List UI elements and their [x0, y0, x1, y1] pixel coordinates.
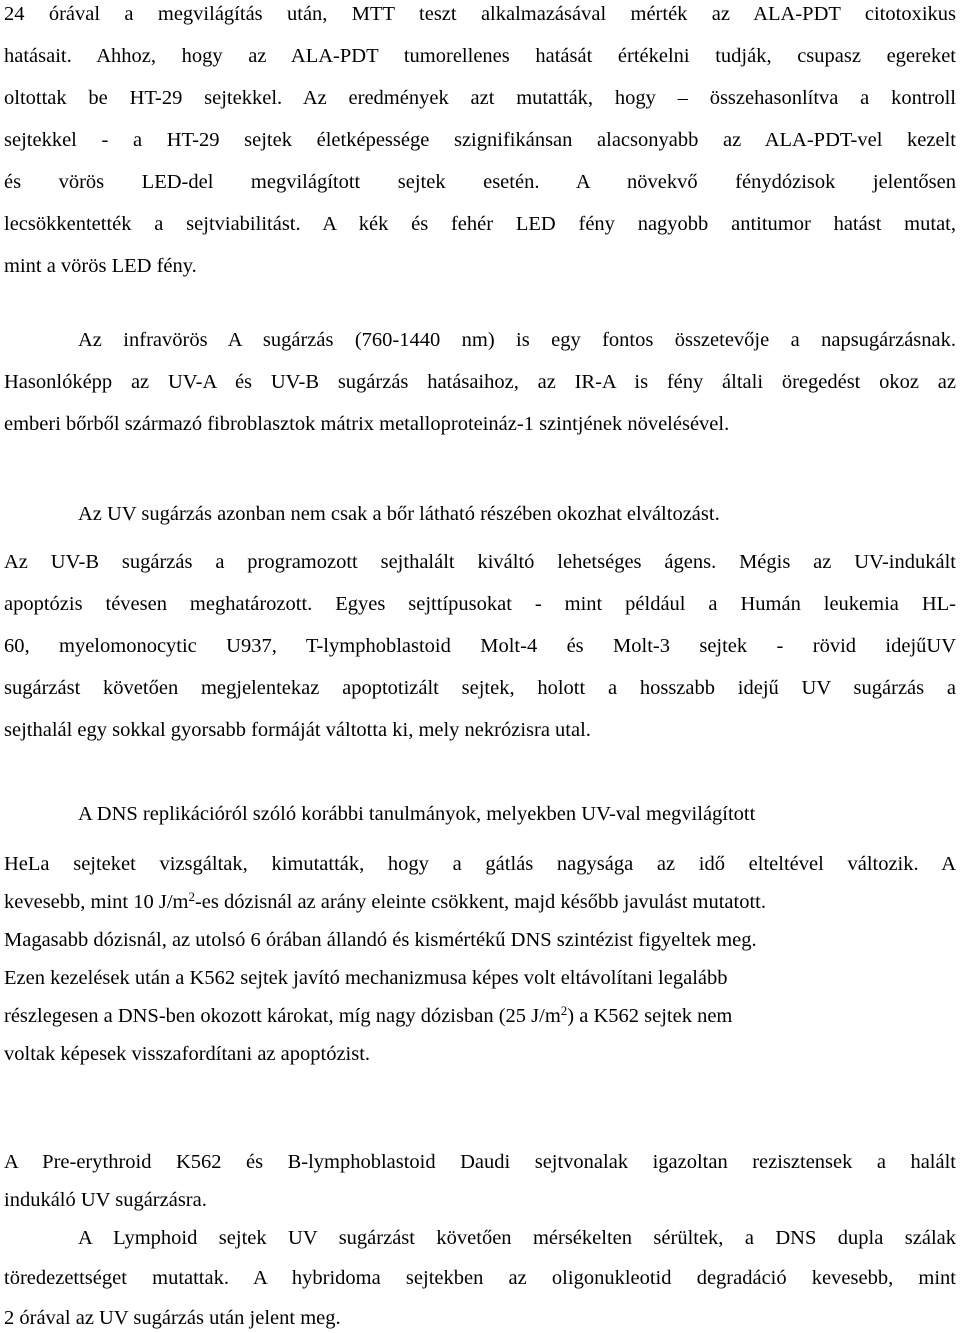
superscript: 2 — [188, 889, 195, 904]
text-line: emberi bőrből származó fibroblasztok mátrix metalloproteináz-1 szintjének növelésével. — [4, 413, 730, 435]
text-line: lecsökkentették a sejtviabilitást. A kék és fehér LED fény nagyobb antitumor hatást mutat, — [4, 213, 956, 235]
text-line: 60, myelomonocytic U937, T-lymphoblastoid Molt-4 és Molt-3 sejtek - rövid idejűUV — [4, 635, 956, 657]
text-line — [4, 890, 956, 914]
text-line: A DNS replikációról szóló korábbi tanulmányok, melyekben UV-val megvilágított — [78, 803, 756, 825]
text-line: Az infravörös A sugárzás (760-1440 nm) is egy fontos összetevője a napsugárzásnak. — [78, 329, 956, 351]
text-line: 2 órával az UV sugárzás után jelent meg. — [4, 1307, 341, 1329]
text-line: töredezettséget mutattak. A hybridoma sejtekben az oligonukleotid degradáció kevesebb, mint — [4, 1267, 956, 1289]
text-line: Ezen kezelések után a K562 sejtek javító mechanizmusa képes volt eltávolítani legalább — [4, 967, 728, 989]
text-line: sejtekkel - a HT-29 sejtek életképessége szignifikánsan alacsonyabb az ALA-PDT-vel kezelt — [4, 129, 956, 151]
text-line: voltak képesek visszafordítani az apoptózist. — [4, 1043, 371, 1065]
text-segment: részlegesen a DNS-ben okozott károkat, míg nagy dózisban (25 J/m — [4, 1005, 561, 1027]
text-line — [4, 1004, 956, 1028]
superscript: 2 — [560, 1003, 568, 1018]
text-line: A Pre-erythroid K562 és B-lymphoblastoid Daudi sejtvonalak igazoltan rezisztensek a halált — [4, 1151, 956, 1173]
text-line: HeLa sejteket vizsgáltak, kimutatták, hogy a gátlás nagysága az idő elteltével változik. A — [4, 853, 956, 875]
text-segment: -es dózisnál az arány eleinte csökkent, majd később javulást mutatott. — [194, 891, 766, 913]
text-line: Az UV-B sugárzás a programozott sejthalált kiváltó lehetséges ágens. Mégis az UV-indukált — [4, 551, 956, 573]
text-line: sejthalál egy sokkal gyorsabb formáját váltotta ki, mely nekrózisra utal. — [4, 719, 591, 741]
text-line: indukáló UV sugárzásra. — [4, 1189, 207, 1211]
text-line: oltottak be HT-29 sejtekkel. Az eredmények azt mutatták, hogy – összehasonlítva a kontroll — [4, 87, 956, 109]
text-segment: ) a K562 sejtek nem — [567, 1005, 733, 1027]
text-line: mint a vörös LED fény. — [4, 255, 197, 277]
text-line: A Lymphoid sejtek UV sugárzást követően mérsékelten sérültek, a DNS dupla szálak — [78, 1227, 956, 1249]
text-line: Magasabb dózisnál, az utolsó 6 órában állandó és kismértékű DNS szintézist figyeltek meg. — [4, 929, 757, 951]
text-line: hatásait. Ahhoz, hogy az ALA-PDT tumorellenes hatását értékelni tudják, csupasz egereket — [4, 45, 956, 67]
text-line: sugárzást követően megjelentekaz apoptotizált sejtek, holott a hosszabb idejű UV sugárzás a — [4, 677, 956, 699]
text-line: 24 órával a megvilágítás után, MTT teszt alkalmazásával mérték az ALA-PDT citotoxikus — [4, 3, 956, 25]
text-segment: kevesebb, mint 10 J/m — [4, 891, 189, 913]
text-line: Hasonlóképp az UV-A és UV-B sugárzás hatásaihoz, az IR-A is fény általi öregedést okoz az — [4, 371, 956, 393]
text-line: és vörös LED-del megvilágított sejtek esetén. A növekvő fénydózisok jelentősen — [4, 171, 956, 193]
text-line: apoptózis tévesen meghatározott. Egyes sejttípusokat - mint például a Humán leukemia HL- — [4, 593, 956, 615]
text-line: Az UV sugárzás azonban nem csak a bőr látható részében okozhat elváltozást. — [78, 503, 720, 525]
